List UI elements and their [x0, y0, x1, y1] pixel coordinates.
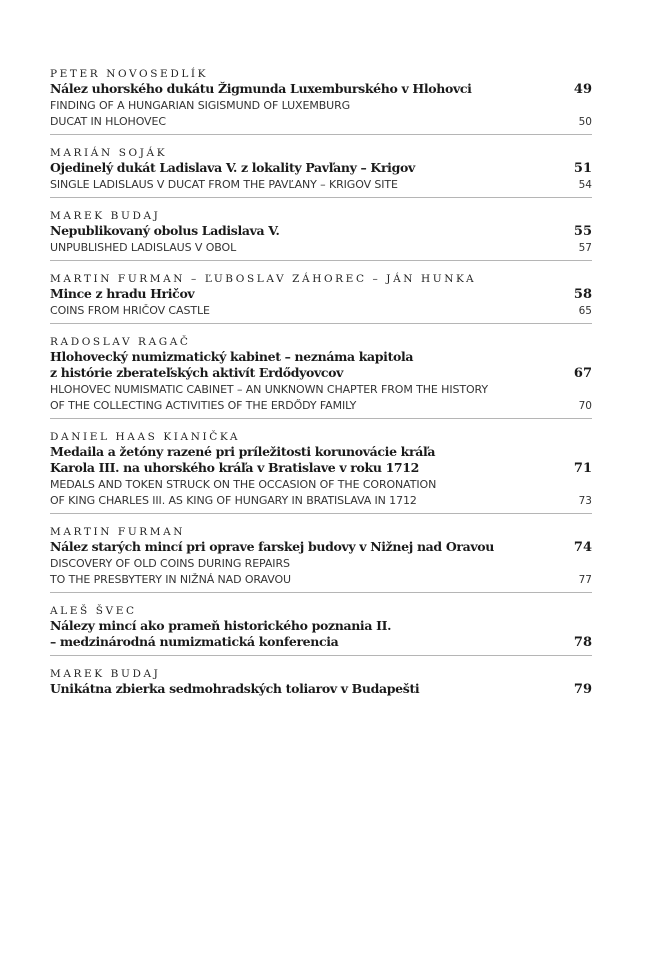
- entry-page-number: 49: [573, 82, 592, 97]
- toc-entry: [50, 336, 592, 419]
- entry-title: Nález uhorského dukátu Žigmunda Luxemburského v Hlohovci: [50, 81, 472, 96]
- entry-english-row: [50, 303, 592, 319]
- entry-english-row: [50, 493, 592, 509]
- entry-author: MAREK BUDAJ: [50, 668, 161, 680]
- entry-title-row[interactable]: [50, 681, 592, 698]
- entry-english-title: UNPUBLISHED LADISLAUS V OBOL: [50, 241, 237, 254]
- entry-english-row: [50, 177, 592, 193]
- entry-title[interactable]: Hlohovecký numizmatický kabinet – neznáma kapitola: [50, 349, 414, 364]
- toc-entry: [50, 68, 592, 135]
- toc-entry: [50, 668, 592, 702]
- entry-english-title: MEDALS AND TOKEN STRUCK ON THE OCCASION OF THE CORONATION: [50, 478, 437, 491]
- entry-title-row[interactable]: [50, 539, 592, 556]
- toc-entry: [50, 431, 592, 514]
- entry-english-page-number: 57: [578, 242, 592, 254]
- entry-english-title: TO THE PRESBYTERY IN NIŽNÁ NAD ORAVOU: [50, 573, 291, 586]
- entry-title-row[interactable]: [50, 634, 592, 651]
- entry-title: – medzinárodná numizmatická konferencia: [50, 634, 339, 649]
- entry-title-row[interactable]: [50, 365, 592, 382]
- entry-english-page-number: 70: [578, 400, 592, 412]
- entry-title-row[interactable]: [50, 223, 592, 240]
- entry-english-title: COINS FROM HRIČOV CASTLE: [50, 304, 210, 317]
- entry-title-row[interactable]: [50, 81, 592, 98]
- entry-english-page-number: 50: [578, 116, 592, 128]
- table-of-contents: [50, 68, 592, 714]
- entry-author: MAREK BUDAJ: [50, 210, 161, 222]
- toc-entry: [50, 526, 592, 593]
- entry-title-row[interactable]: [50, 286, 592, 303]
- entry-page-number: 55: [573, 224, 592, 239]
- entry-english-title: FINDING OF A HUNGARIAN SIGISMUND OF LUXEMBURG: [50, 99, 351, 112]
- entry-title: Unikátna zbierka sedmohradských toliarov v Budapešti: [50, 681, 420, 696]
- toc-entry: [50, 273, 592, 324]
- entry-english-title: DISCOVERY OF OLD COINS DURING REPAIRS: [50, 557, 290, 570]
- entry-author: PETER NOVOSEDLÍK: [50, 68, 209, 80]
- entry-author: MARTIN FURMAN – ĽUBOSLAV ZÁHOREC – JÁN HUNKA: [50, 273, 477, 285]
- entry-english-title: OF THE COLLECTING ACTIVITIES OF THE ERDŐDY FAMILY: [50, 399, 357, 412]
- entry-title-row[interactable]: [50, 460, 592, 477]
- entry-page-number: 79: [573, 682, 592, 697]
- entry-page-number: 58: [573, 287, 592, 302]
- toc-entry: [50, 147, 592, 198]
- entry-page-number: 78: [573, 635, 592, 650]
- entry-title[interactable]: Nálezy mincí ako prameň historického poznania II.: [50, 618, 392, 633]
- entry-english-title: HLOHOVEC NUMISMATIC CABINET – AN UNKNOWN CHAPTER FROM THE HISTORY: [50, 383, 488, 396]
- entry-english-title: SINGLE LADISLAUS V DUCAT FROM THE PAVĽANY – KRIGOV SITE: [50, 178, 398, 191]
- entry-title-row[interactable]: [50, 160, 592, 177]
- entry-english-row: [50, 572, 592, 588]
- entry-english-page-number: 73: [578, 495, 592, 507]
- entry-page-number: 71: [573, 461, 592, 476]
- entry-author: RADOSLAV RAGAČ: [50, 336, 191, 348]
- entry-title: Nález starých mincí pri oprave farskej budovy v Nižnej nad Oravou: [50, 539, 494, 554]
- entry-author: DANIEL HAAS KIANIČKA: [50, 431, 241, 443]
- entry-author: MARTIN FURMAN: [50, 526, 186, 538]
- entry-english-title: OF KING CHARLES III. AS KING OF HUNGARY IN BRATISLAVA IN 1712: [50, 494, 417, 507]
- entry-title: Nepublikovaný obolus Ladislava V.: [50, 223, 280, 238]
- entry-author: ALEŠ ŠVEC: [50, 605, 137, 617]
- entry-english-title: DUCAT IN HLOHOVEC: [50, 115, 166, 128]
- entry-english-page-number: 77: [578, 574, 592, 586]
- entry-english-row: [50, 240, 592, 256]
- entry-english-row: [50, 114, 592, 130]
- entry-title: Ojedinelý dukát Ladislava V. z lokality Pavľany – Krigov: [50, 160, 415, 175]
- entry-title[interactable]: Medaila a žetóny razené pri príležitosti korunovácie kráľa: [50, 444, 436, 459]
- entry-english-row: [50, 398, 592, 414]
- entry-title: z histórie zberateľských aktivít Erdődyovcov: [50, 365, 344, 380]
- toc-entry: [50, 605, 592, 656]
- entry-page-number: 67: [573, 366, 592, 381]
- entry-author: MARIÁN SOJÁK: [50, 147, 168, 159]
- entry-page-number: 74: [573, 540, 592, 555]
- entry-title: Karola III. na uhorského kráľa v Bratislave v roku 1712: [50, 460, 419, 475]
- toc-entry: [50, 210, 592, 261]
- entry-english-page-number: 65: [578, 305, 592, 317]
- entry-page-number: 51: [573, 161, 592, 176]
- entry-title: Mince z hradu Hričov: [50, 286, 195, 301]
- entry-english-page-number: 54: [578, 179, 592, 191]
